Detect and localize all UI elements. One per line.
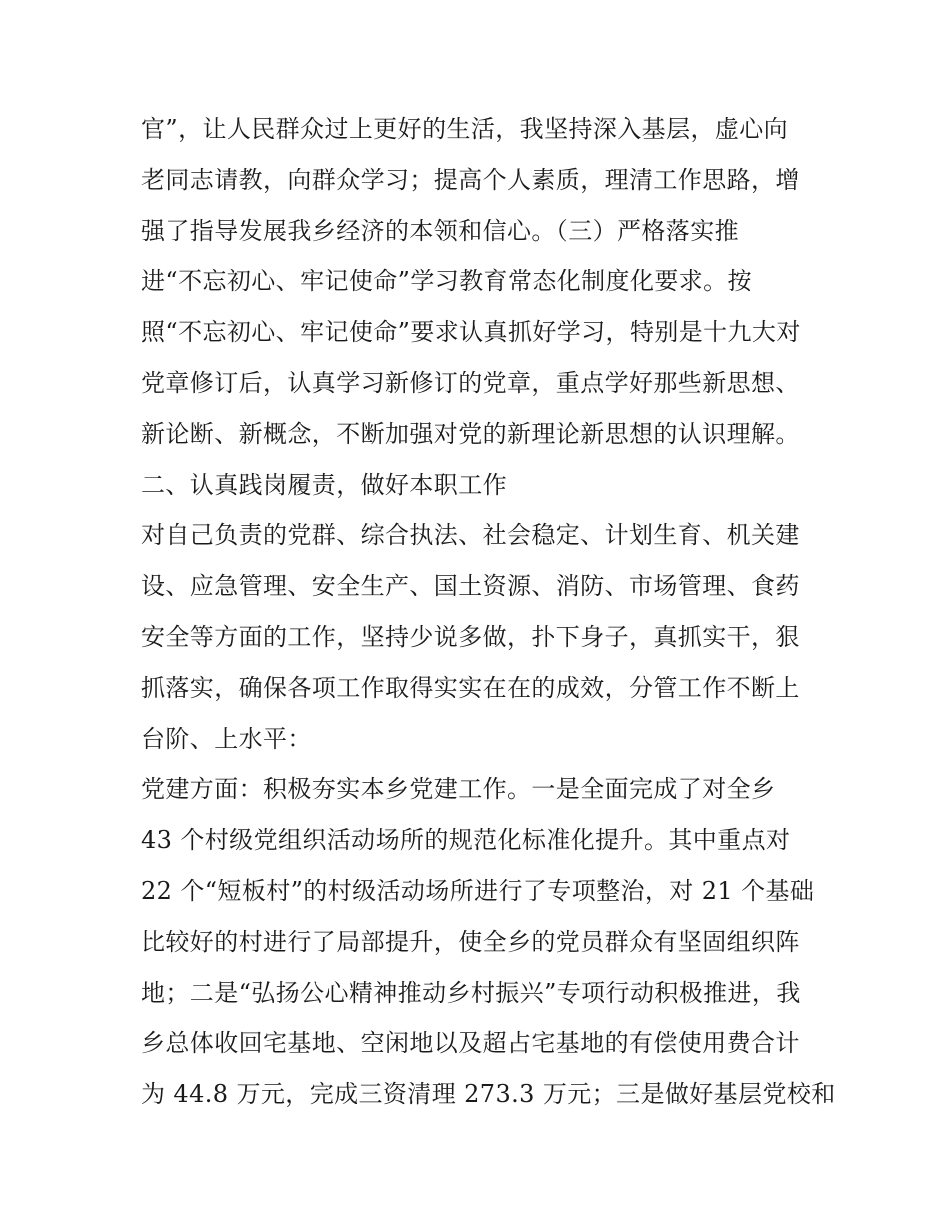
text-line: 乡总体收回宅基地、空闲地以及超占宅基地的有偿使用费合计: [141, 1029, 800, 1058]
text-line: 新论断、新概念，不断加强对党的新理论新思想的认识理解。: [141, 419, 800, 448]
text-line: 党建方面：积极夯实本乡党建工作。一是全面完成了对全乡: [141, 775, 776, 804]
text-line: 比较好的村进行了局部提升，使全乡的党员群众有坚固组织阵: [141, 927, 800, 956]
text-line: 设、应急管理、安全生产、国土资源、消防、市场管理、食药: [141, 572, 800, 601]
text-line: 照“不忘初心、牢记使命”要求认真抓好学习，特别是十九大对: [141, 318, 801, 347]
text-line: 43 个村级党组织活动场所的规范化标准化提升。其中重点对: [141, 826, 791, 855]
text-line: 进“不忘初心、牢记使命”学习教育常态化制度化要求。按: [141, 267, 752, 296]
body-text: [141, 104, 836, 1120]
text-line: 台阶、上水平：: [141, 724, 312, 753]
text-line: 强了指导发展我乡经济的本领和信心。（三）严格落实推: [141, 216, 739, 245]
text-line: 对自己负责的党群、综合执法、社会稳定、计划生育、机关建: [141, 521, 800, 550]
section-heading: 二、认真践岗履责，做好本职工作: [141, 470, 507, 499]
text-line: 22 个“短板村”的村级活动场所进行了专项整治，对 21 个基础: [141, 876, 815, 905]
text-line: 地；二是“弘扬公心精神推动乡村振兴”专项行动积极推进，我: [141, 978, 801, 1007]
text-line: 党章修订后，认真学习新修订的党章，重点学好那些新思想、: [141, 368, 800, 397]
text-line: 安全等方面的工作，坚持少说多做，扑下身子，真抓实干，狠: [141, 622, 800, 651]
text-line: 官”，让人民群众过上更好的生活，我坚持深入基层，虚心向: [141, 115, 789, 143]
text-line: 抓落实，确保各项工作取得实实在在的成效，分管工作不断上: [141, 673, 800, 702]
text-line: 为 44.8 万元，完成三资清理 273.3 万元；三是做好基层党校和: [141, 1080, 836, 1109]
text-line: 老同志请教，向群众学习；提高个人素质，理清工作思路，增: [141, 165, 800, 194]
